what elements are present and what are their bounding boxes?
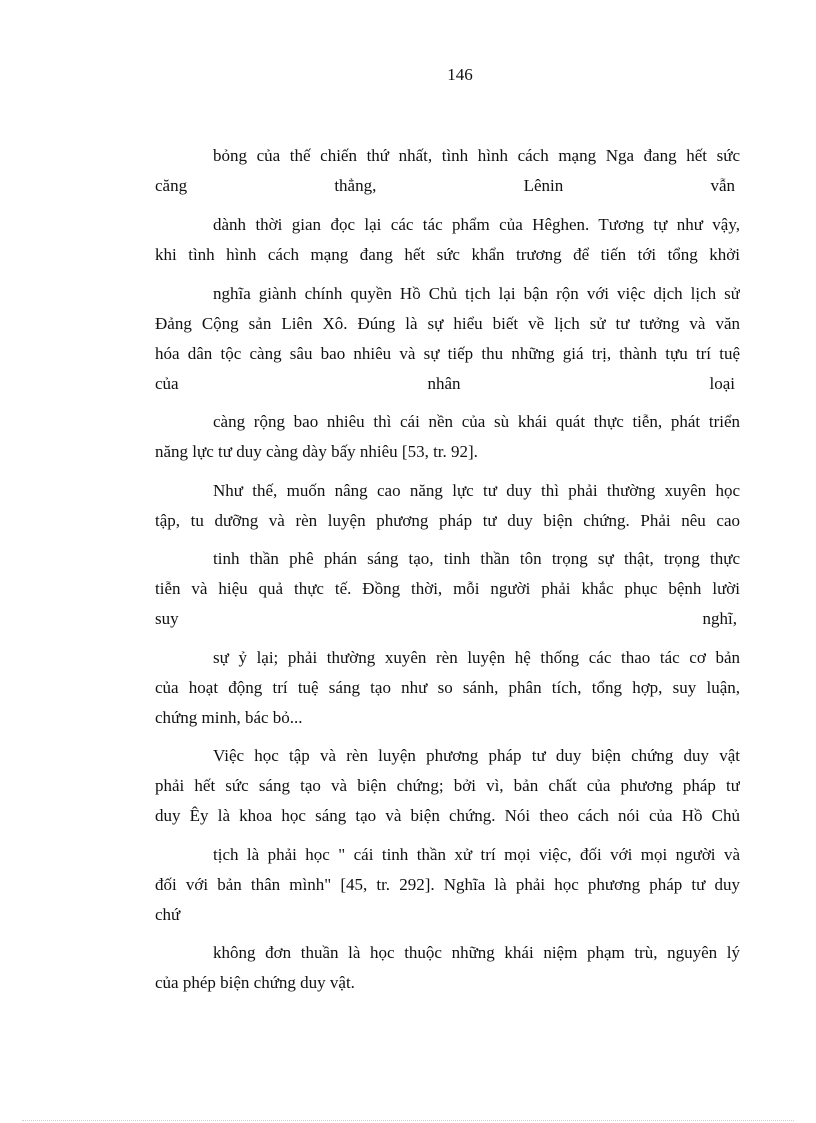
word: thẳng, [334, 176, 377, 195]
text-line: của hoạt động trí tuệ sáng tạo như so sánh, phân tích, tổng hợp, suy luận, [155, 678, 740, 697]
word: nhân [427, 374, 461, 393]
text-line-spread [155, 608, 737, 630]
word: vẫn [710, 176, 735, 195]
text-line: càng rộng bao nhiêu thì cái nền của sù khái quát thực tiễn, phát triển [213, 412, 740, 431]
text-line-spread [155, 175, 735, 197]
text-line: không đơn thuần là học thuộc những khái niệm phạm trù, nguyên lý [213, 943, 740, 962]
text-line: khi tình hình cách mạng đang hết sức khẩn trương để tiến tới tổng khởi [155, 245, 740, 264]
text-line: Đảng Cộng sản Liên Xô. Đúng là sự hiểu biết về lịch sử tư tưởng và văn [155, 314, 740, 333]
text-line: chứ [155, 905, 181, 924]
text-line: tập, tu dưỡng và rèn luyện phương pháp tư duy biện chứng. Phải nêu cao [155, 511, 740, 530]
text-line: phải hết sức sáng tạo và biện chứng; bởi vì, bản chất của phương pháp tư [155, 776, 740, 795]
text-line: đối với bản thân mình" [45, tr. 292]. Nghĩa là phải học phương pháp tư duy [155, 875, 740, 894]
text-line: tịch là phải học " cái tinh thần xử trí mọi việc, đối với mọi người và [213, 845, 740, 864]
text-line: Việc học tập và rèn luyện phương pháp tư duy biện chứng duy vật [213, 746, 740, 765]
word: Lênin [523, 176, 564, 195]
text-line: tiễn và hiệu quả thực tế. Đồng thời, mỗi người phải khắc phục bệnh lười [155, 579, 740, 598]
word: căng [155, 176, 188, 195]
page-number: 146 [447, 65, 473, 84]
text-line: Như thế, muốn nâng cao năng lực tư duy thì phải thường xuyên học [213, 481, 740, 500]
text-line-spread [155, 373, 735, 395]
text-line: của phép biện chứng duy vật. [155, 973, 355, 992]
word: nghĩ, [702, 609, 737, 628]
text-line: duy Êy là khoa học sáng tạo và biện chứng. Nói theo cách nói của Hồ Chủ [155, 806, 740, 825]
word: loại [709, 374, 735, 393]
text-line: tinh thần phê phán sáng tạo, tinh thần tôn trọng sự thật, trọng thực [213, 549, 740, 568]
text-line: bỏng của thế chiến thứ nhất, tình hình cách mạng Nga đang hết sức [213, 146, 740, 165]
text-line: năng lực tư duy càng dày bấy nhiêu [53, tr. 92]. [155, 442, 478, 461]
text-line: dành thời gian đọc lại các tác phẩm của Hêghen. Tương tự như vậy, [213, 215, 740, 234]
word: của [155, 374, 179, 393]
text-line: nghĩa giành chính quyền Hồ Chủ tịch lại bận rộn với việc dịch lịch sử [213, 284, 740, 303]
text-line: hóa dân tộc càng sâu bao nhiêu và sự tiếp thu những giá trị, thành tựu trí tuệ [155, 344, 740, 363]
page-bottom-border [22, 1120, 794, 1121]
text-line: sự ỷ lại; phải thường xuyên rèn luyện hệ thống các thao tác cơ bản [213, 648, 740, 667]
word: suy [155, 609, 179, 628]
text-line: chứng minh, bác bỏ... [155, 708, 303, 727]
